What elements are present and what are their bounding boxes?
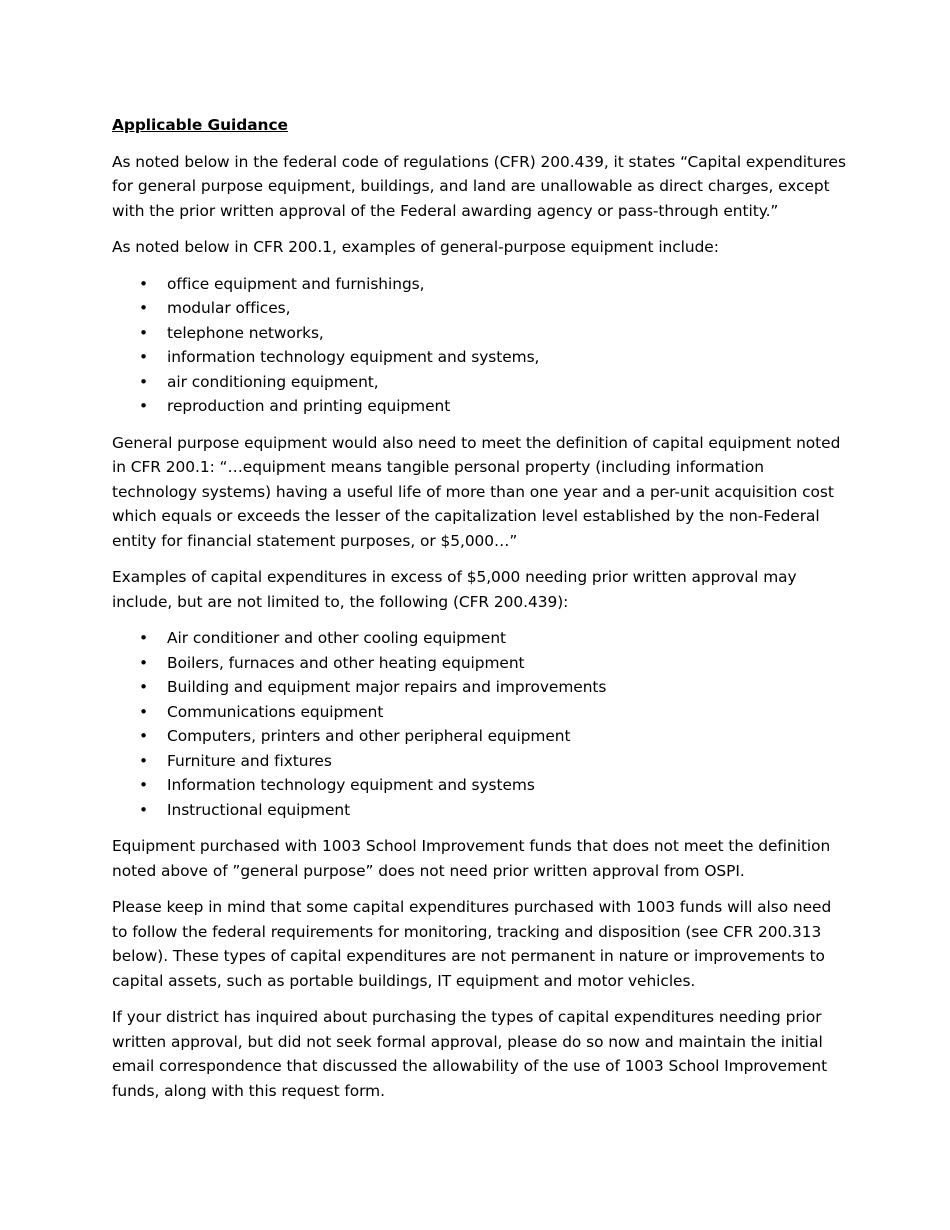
paragraph-non-general-purpose: Equipment purchased with 1003 School Improvement funds that does not meet the definition noted above of ”general purpose” does not need prior written approval from OSPI.: [112, 837, 831, 880]
list-item-text: air conditioning equipment,: [167, 372, 379, 391]
bullet-icon: •: [139, 800, 149, 819]
list-item-text: Building and equipment major repairs and improvements: [167, 678, 607, 696]
list-item-text: Information technology equipment and systems: [167, 776, 535, 794]
list-item: [112, 700, 847, 725]
paragraph-capital-equipment-definition: General purpose equipment would also need to meet the definition of capital equipment noted in CFR 200.1: “…equipment means tangible personal property (including information technology systems) having a useful life of more than one year and a per-unit acquisition cost which equals or exceeds the lesser of the capitalization level established by the non-Federal entity for financial statement purposes, or $5,000…”: [112, 433, 841, 550]
list-item: [112, 749, 847, 774]
bullet-icon: •: [139, 678, 149, 696]
bullet-icon: •: [139, 299, 149, 317]
list-item: [112, 651, 847, 676]
bullet-icon: •: [139, 348, 149, 366]
list-item: [112, 773, 847, 798]
list-item: [112, 272, 847, 297]
bullet-icon: •: [139, 629, 149, 647]
list-item: [112, 345, 847, 370]
list-item-text: reproduction and printing equipment: [167, 397, 451, 415]
paragraph-prior-approval-examples: Examples of capital expenditures in excess of $5,000 needing prior written approval may include, but are not limited to, the following (CFR 200.439):: [112, 568, 797, 611]
list-item: [112, 370, 847, 395]
bullet-icon: •: [139, 274, 149, 293]
paragraph-cfr-200-1-intro: As noted below in CFR 200.1, examples of general-purpose equipment include:: [112, 238, 719, 256]
list-item-text: Instructional equipment: [167, 800, 351, 819]
list-item: [112, 394, 847, 419]
bullet-icon: •: [139, 653, 149, 672]
bullet-icon: •: [139, 397, 149, 415]
list-item: [112, 675, 847, 700]
capital-expenditures-list: [112, 626, 847, 822]
paragraph-request-instructions: If your district has inquired about purchasing the types of capital expenditures needing prior written approval, but did not seek formal approval, please do so now and maintain the initial email correspondence that discussed the allowability of the use of 1003 School Improvement funds, along with this request form.: [112, 1008, 828, 1100]
paragraph-cfr-200-439: As noted below in the federal code of regulations (CFR) 200.439, it states “Capital expenditures for general purpose equipment, buildings, and land are unallowable as direct charges, except with the prior written approval of the Federal awarding agency or pass-through entity.”: [112, 152, 846, 220]
bullet-icon: •: [139, 751, 149, 770]
list-item: [112, 296, 847, 321]
bullet-icon: •: [139, 776, 149, 794]
list-item-text: information technology equipment and systems,: [167, 348, 540, 366]
list-item-text: Air conditioner and other cooling equipment: [167, 629, 507, 647]
bullet-icon: •: [139, 372, 149, 391]
list-item-text: office equipment and furnishings,: [167, 274, 425, 293]
list-item: [112, 724, 847, 749]
list-item-text: telephone networks,: [167, 323, 324, 342]
list-item-text: modular offices,: [167, 299, 291, 317]
list-item: [112, 798, 847, 823]
list-item: [112, 626, 847, 651]
list-item-text: Computers, printers and other peripheral equipment: [167, 727, 571, 745]
list-item: [112, 321, 847, 346]
list-item-text: Communications equipment: [167, 702, 384, 721]
general-purpose-equipment-list: [112, 272, 847, 419]
section-heading: Applicable Guidance: [112, 116, 288, 134]
paragraph-federal-requirements: Please keep in mind that some capital expenditures purchased with 1003 funds will also need to follow the federal requirements for monitoring, tracking and disposition (see CFR 200.313 below). These types of capital expenditures are not permanent in nature or improvements to capital assets, such as portable buildings, IT equipment and motor vehicles.: [112, 898, 832, 990]
list-item-text: Boilers, furnaces and other heating equipment: [167, 653, 525, 672]
document-page: [112, 113, 847, 1115]
bullet-icon: •: [139, 727, 149, 745]
list-item-text: Furniture and fixtures: [167, 751, 332, 770]
bullet-icon: •: [139, 323, 149, 342]
bullet-icon: •: [139, 702, 149, 721]
